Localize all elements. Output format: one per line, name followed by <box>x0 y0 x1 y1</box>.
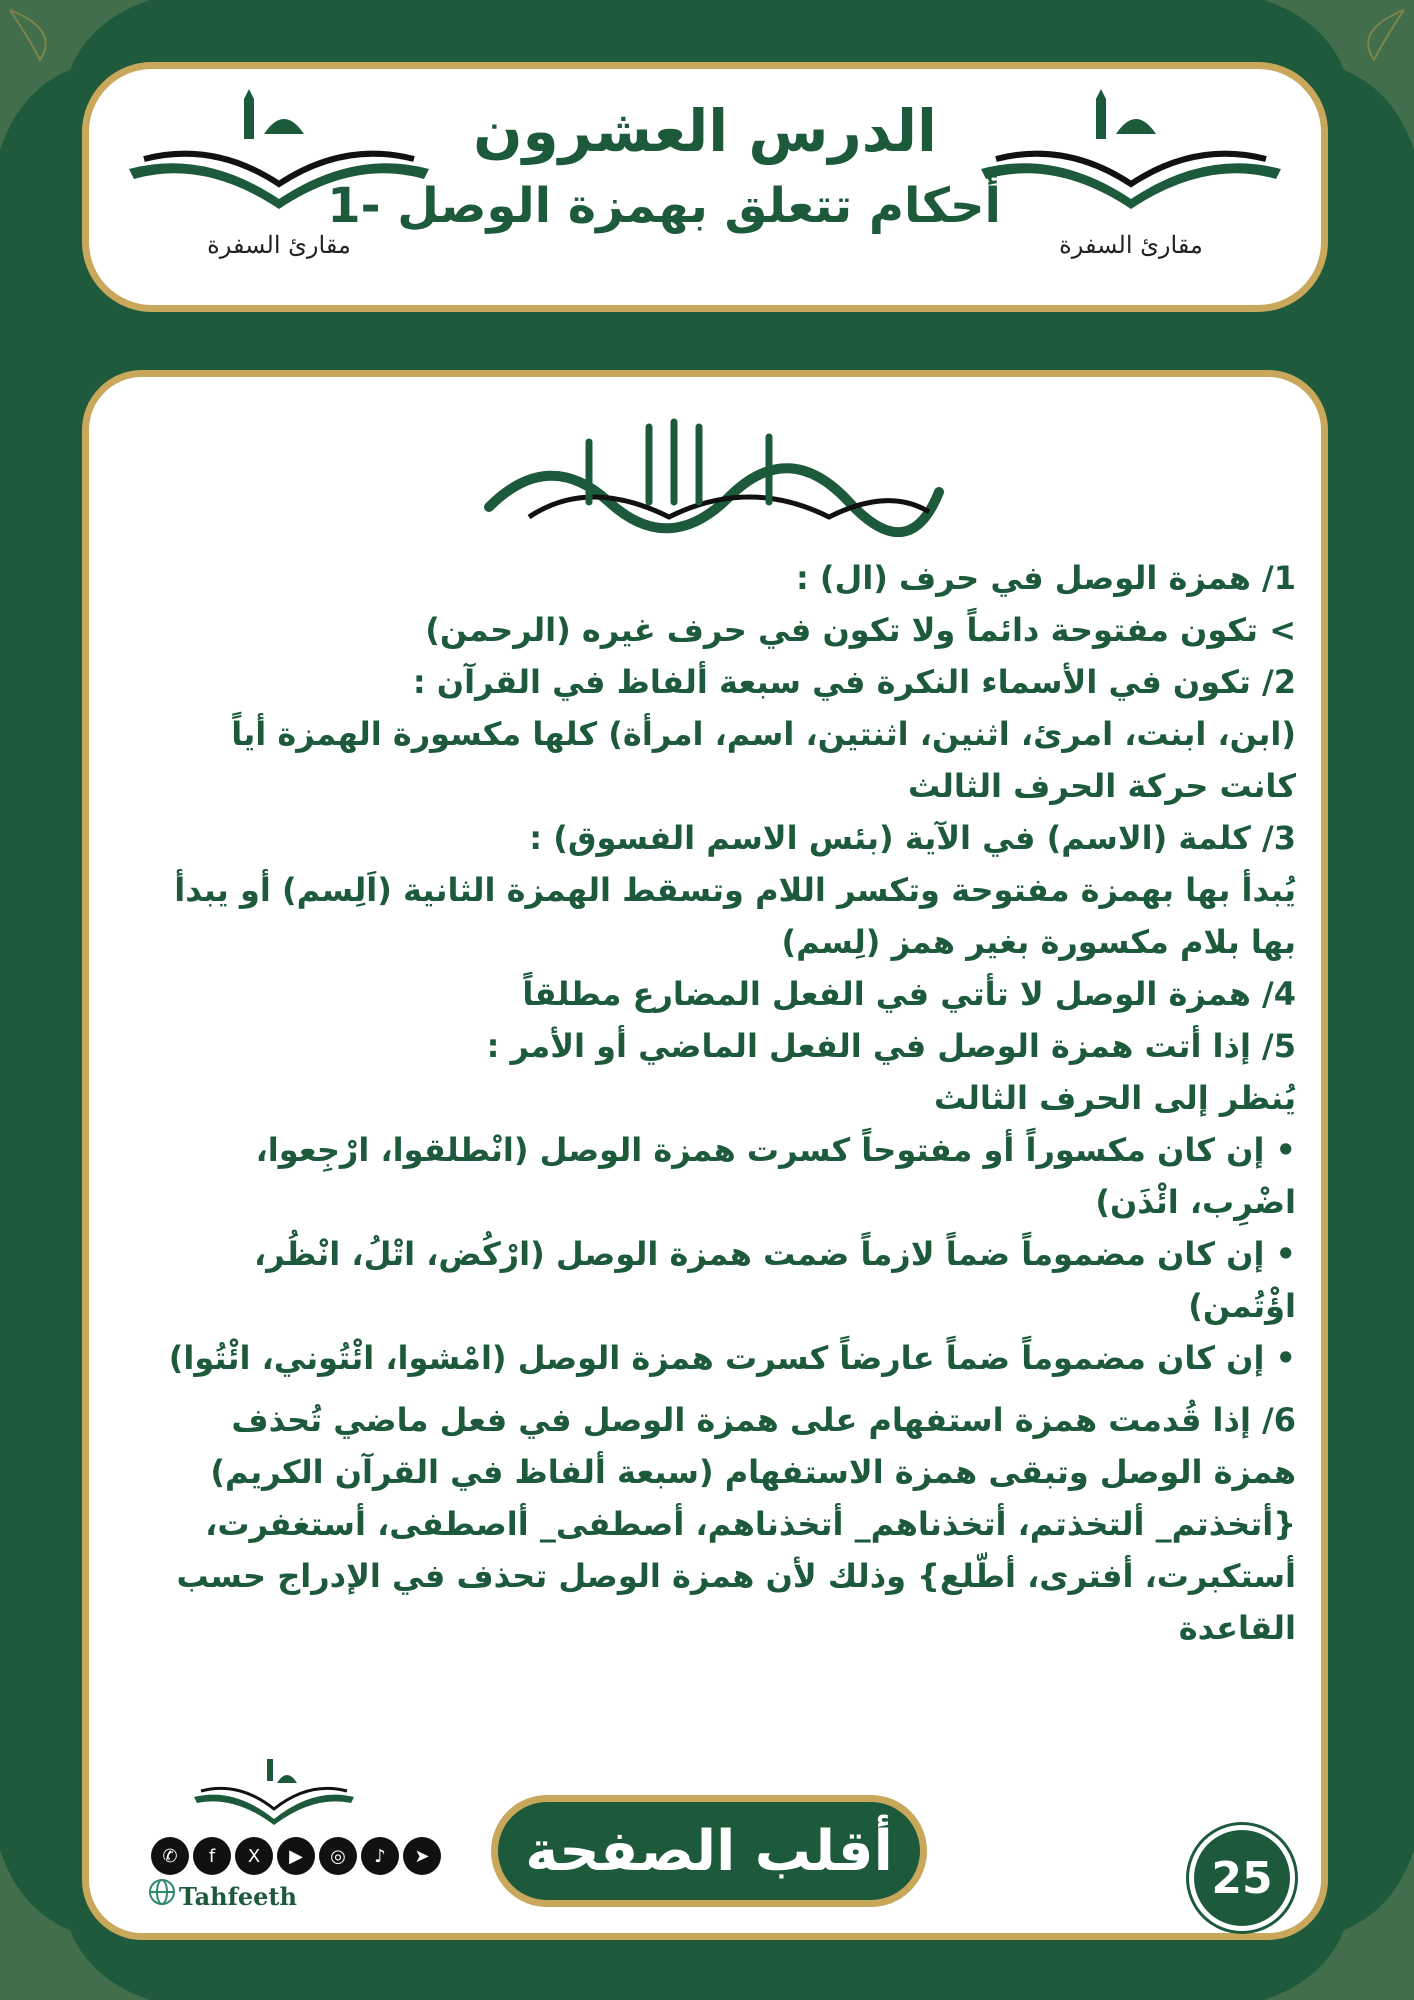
turn-page-button[interactable]: أقلب الصفحة <box>491 1795 927 1907</box>
content-line: 4/ همزة الوصل لا تأتي في الفعل المضارع مطلقاً <box>522 975 1296 1013</box>
basmala-calligraphy-icon <box>469 407 949 537</box>
social-links <box>151 1837 441 1875</box>
globe-icon <box>147 1877 177 1907</box>
content-line: 6/ إذا قُدمت همزة استفهام على همزة الوصل في فعل ماضي تُحذف همزة الوصل وتبقى همزة الاستفهام (سبعة ألفاظ في القرآن الكريم) <box>210 1401 1296 1491</box>
content-line: 2/ تكون في الأسماء النكرة في سبعة ألفاظ في القرآن : <box>412 663 1296 701</box>
content-line: {أتخذتم_ ألتخذتم، أتخذناهم_ أتخذناهم، أصطفى_ أاصطفى، أستغفرت، أستكبرت، أفترى، أطّلع} وذلك لأن همزة الوصل تحذف في الإدراج حسب القاعدة <box>176 1505 1296 1647</box>
content-panel <box>82 370 1328 1940</box>
content-line: يُبدأ بها بهمزة مفتوحة وتكسر اللام وتسقط الهمزة الثانية (اَلِسم) أو يبدأ بها بلام مكسورة بغير همز (لِسم) <box>174 871 1296 961</box>
content-line: يُنظر إلى الحرف الثالث <box>933 1079 1296 1117</box>
content-line: > تكون مفتوحة دائماً ولا تكون في حرف غيره (الرحمن) <box>425 611 1296 649</box>
logo-right <box>976 89 1286 259</box>
whatsapp-icon[interactable]: ✆ <box>151 1837 189 1875</box>
content-line: • إن كان مضموماً ضماً لازماً ضمت همزة الوصل (ارْكُض، اتْلُ، انْظُر، اؤْتُمن) <box>254 1235 1296 1325</box>
x-icon[interactable]: X <box>235 1837 273 1875</box>
footer-logo-icon <box>189 1757 359 1827</box>
facebook-icon[interactable]: f <box>193 1837 231 1875</box>
book-mosque-logo-icon <box>976 89 1286 219</box>
header-titles <box>327 91 1001 241</box>
content-line: 1/ همزة الوصل في حرف (ال) : <box>795 559 1296 597</box>
page-number: 25 <box>1189 1825 1295 1931</box>
content-line: 5/ إذا أتت همزة الوصل في الفعل الماضي أو الأمر : <box>486 1027 1296 1065</box>
brand-name: Tahfeeth <box>179 1882 297 1911</box>
youtube-icon[interactable]: ▶ <box>277 1837 315 1875</box>
header-panel <box>82 62 1328 312</box>
content-line: • إن كان مضموماً ضماً عارضاً كسرت همزة الوصل (امْشوا، ائْتُوني، ائْتُوا) <box>168 1339 1296 1377</box>
content-line: 3/ كلمة (الاسم) في الآية (بئس الاسم الفسوق) : <box>529 819 1296 857</box>
logo-caption: مقارئ السفرة <box>1059 231 1203 259</box>
logo-caption: مقارئ السفرة <box>207 231 351 259</box>
lesson-content <box>156 552 1296 1654</box>
instagram-icon[interactable]: ◎ <box>319 1837 357 1875</box>
lesson-title: الدرس العشرون <box>473 97 937 165</box>
content-line: • إن كان مكسوراً أو مفتوحاً كسرت همزة الوصل (انْطلقوا، ارْجِعوا، اضْرِب، ائْذَن) <box>255 1131 1296 1221</box>
tiktok-icon[interactable]: ♪ <box>361 1837 399 1875</box>
lesson-subtitle: أحكام تتعلق بهمزة الوصل -1 <box>327 178 1001 234</box>
telegram-icon[interactable]: ➤ <box>403 1837 441 1875</box>
content-line: (ابن، ابنت، امرئ، اثنين، اثنتين، اسم، امرأة) كلها مكسورة الهمزة أياً كانت حركة الحرف الثالث <box>231 715 1296 805</box>
